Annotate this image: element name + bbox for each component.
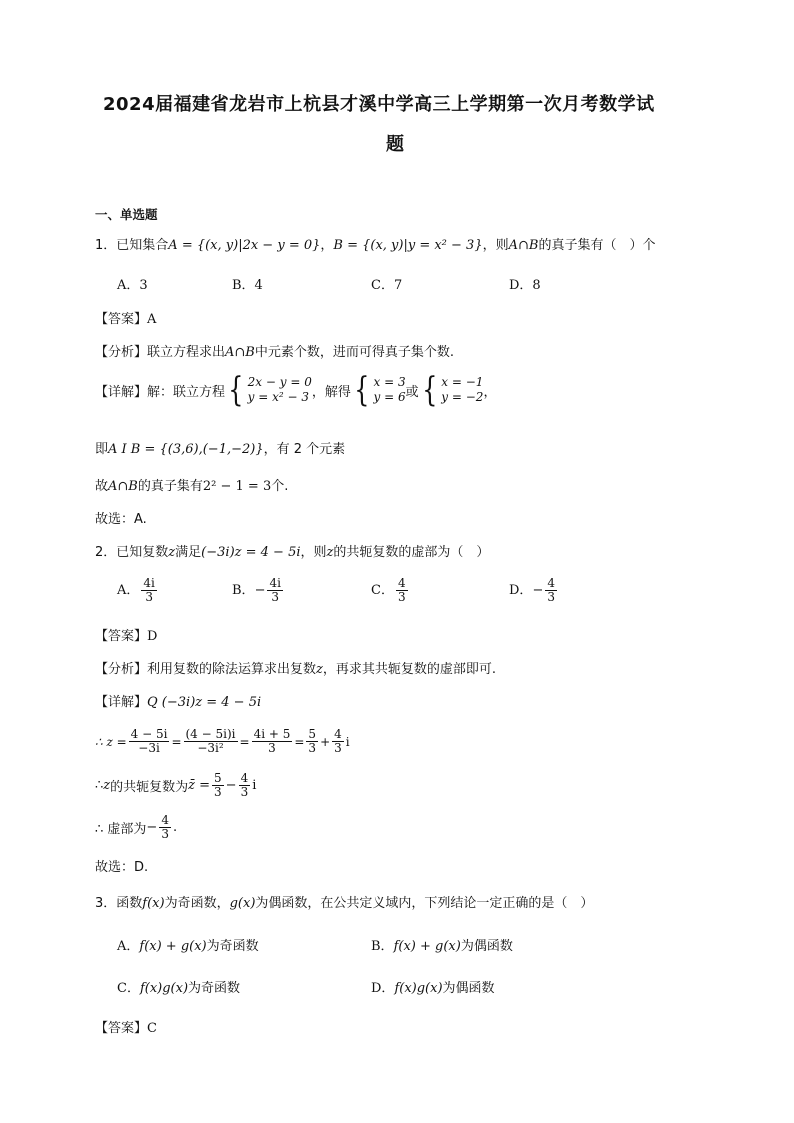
- option-sign: −: [254, 583, 266, 598]
- q2-option-d: [509, 577, 559, 604]
- q1-detail-line3: [95, 475, 288, 494]
- option-text: 为偶函数: [442, 981, 495, 996]
- question-text: ，则: [482, 238, 509, 253]
- numerator: 4: [547, 576, 555, 590]
- answer-value: C: [147, 1021, 157, 1036]
- set-a-formula: A = {(x, y)|2x − y = 0}: [168, 238, 321, 253]
- function-g: g(x): [229, 896, 256, 911]
- q2-option-c: [371, 577, 410, 604]
- question-number: 1．: [95, 238, 117, 253]
- q3-option-c: [117, 977, 240, 996]
- set-b-formula: B = {(x, y)|y = x² − 3}: [333, 238, 483, 253]
- denominator: 3: [268, 741, 276, 755]
- q2-conjugate: [95, 772, 256, 799]
- fraction: [239, 772, 251, 799]
- analysis-label: 【分析】: [95, 345, 148, 360]
- period: .: [172, 820, 178, 835]
- question-text: 为偶函数，在公共定义域内，下列结论一定正确的是（ ）: [255, 896, 594, 911]
- detail-label: 【详解】: [95, 695, 148, 710]
- q1-analysis: [95, 341, 454, 360]
- fraction: [129, 728, 170, 755]
- equals-sign: =: [239, 734, 250, 749]
- intersection-formula: A∩B: [225, 345, 255, 360]
- question-1-stem: [95, 234, 655, 253]
- plus-sign: +: [320, 734, 331, 749]
- option-label: C．: [371, 583, 394, 598]
- detail-text: 或: [405, 384, 419, 400]
- question-text: 为奇函数，: [164, 896, 230, 911]
- q1-option-d: D．8: [509, 278, 541, 293]
- question-text: 满足: [175, 545, 202, 560]
- document-title-line2: 题: [386, 134, 405, 155]
- fraction: [212, 772, 224, 799]
- option-text: 为奇函数: [188, 981, 241, 996]
- therefore-symbol: ∴: [95, 778, 104, 793]
- count-formula: 2² − 1 = 3: [202, 479, 272, 494]
- numerator: 4: [240, 771, 249, 785]
- choose-value: D.: [134, 860, 149, 875]
- question-number: 3．: [95, 896, 117, 911]
- detail-text: 的真子集有: [137, 479, 203, 494]
- q1-detail: [95, 370, 497, 410]
- equation: 2x − y = 0: [247, 375, 312, 389]
- fraction: [252, 728, 293, 755]
- denominator: 3: [547, 590, 555, 604]
- numerator: 4i: [269, 576, 281, 590]
- choose-label: 故选：: [95, 512, 135, 527]
- detail-text: ，有 2 个元素: [263, 442, 346, 457]
- q3-option-a: [117, 935, 259, 954]
- equals-sign: =: [171, 734, 182, 749]
- answer-label: 【答案】: [95, 629, 148, 644]
- numerator: 4i + 5: [253, 727, 291, 741]
- q1-option-b: B．4: [232, 278, 263, 293]
- equals-sign: =: [294, 734, 305, 749]
- equation: x = −1: [441, 375, 484, 389]
- variable-z: z: [326, 545, 334, 560]
- numerator: 5: [308, 727, 317, 741]
- document-title-line1: 2024届福建省龙岩市上杭县才溪中学高三上学期第一次月考数学试: [103, 94, 655, 115]
- numerator: 4: [334, 727, 342, 741]
- detail-label: 【详解】: [95, 384, 148, 400]
- option-expression: f(x) + g(x): [393, 939, 461, 954]
- detail-text: 即: [95, 442, 109, 457]
- analysis-text: ，再求其共轭复数的虚部即可.: [322, 662, 497, 677]
- choose-label: 故选：: [95, 860, 135, 875]
- section-heading: 一、单选题: [95, 207, 158, 222]
- question-text: 已知复数: [116, 545, 169, 560]
- detail-text: 的共轭复数为: [110, 780, 189, 795]
- question-number: 2．: [95, 545, 117, 560]
- fraction: [141, 577, 156, 604]
- detail-text: 解：联立方程: [147, 384, 226, 400]
- option-label: A．: [117, 583, 140, 598]
- answer-value: D: [147, 629, 158, 644]
- intersection-result: A I B = {(3,6),(−1,−2)}: [108, 442, 264, 457]
- q2-imaginary-part: [95, 814, 177, 841]
- numerator: 4: [161, 813, 169, 827]
- numerator: 4i: [143, 576, 155, 590]
- q1-answer: [95, 308, 156, 327]
- solution-system: { x = −1 y = −2: [421, 370, 484, 410]
- detail-text: ∴ 虚部为: [95, 822, 147, 837]
- detail-text: ，解得: [311, 384, 351, 400]
- denominator: 3: [240, 785, 249, 799]
- denominator: 3: [145, 590, 153, 604]
- separator: ，: [320, 238, 334, 253]
- analysis-text: 利用复数的除法运算求出复数: [147, 662, 317, 677]
- equation: y = 6: [373, 390, 406, 404]
- q2-analysis: [95, 658, 496, 677]
- q1-option-a: A．3: [117, 278, 148, 293]
- analysis-label: 【分析】: [95, 662, 148, 677]
- equation: y = −2: [441, 390, 484, 404]
- answer-label: 【答案】: [95, 312, 148, 327]
- option-text: 为偶函数: [460, 939, 513, 954]
- variable-z: z: [103, 778, 111, 793]
- denominator: −3i: [138, 741, 160, 755]
- intersection-formula: A∩B: [508, 238, 539, 253]
- q2-detail: [95, 691, 261, 710]
- choose-value: A.: [134, 512, 147, 527]
- denominator: 3: [334, 741, 342, 755]
- q2-option-b: [232, 577, 285, 604]
- analysis-text: 联立方程求出: [147, 345, 226, 360]
- calc-prefix: ∴ z =: [95, 734, 127, 749]
- fraction: [396, 577, 408, 604]
- equation: x = 3: [373, 375, 406, 389]
- option-label: A．: [117, 939, 140, 954]
- q1-detail-line2: [95, 438, 345, 457]
- equation: (−3i)z = 4 − 5i: [201, 545, 301, 560]
- q2-choose: [95, 856, 148, 875]
- option-label: B．: [232, 583, 255, 598]
- equation: y = x² − 3: [247, 390, 310, 404]
- denominator: 3: [214, 785, 222, 799]
- option-expression: f(x) + g(x): [139, 939, 207, 954]
- numerator: 4: [397, 576, 406, 590]
- option-label: C．: [117, 981, 140, 996]
- option-text: 为奇函数: [206, 939, 259, 954]
- detail-text: 故: [95, 479, 109, 494]
- answer-label: 【答案】: [95, 1021, 148, 1036]
- detail-text: ，: [483, 384, 497, 400]
- variable-z: z: [316, 662, 323, 677]
- question-text: ，则: [300, 545, 327, 560]
- equation-system: { 2x − y = 0 y = x² − 3: [228, 370, 312, 410]
- denominator: 3: [161, 827, 169, 841]
- denominator: 3: [271, 590, 280, 604]
- fraction: [184, 728, 238, 755]
- intersection-formula: A∩B: [108, 479, 138, 494]
- equation: Q (−3i)z = 4 − 5i: [147, 695, 262, 710]
- option-label: D．: [371, 981, 395, 996]
- q1-choose: [95, 508, 147, 527]
- q3-option-b: [371, 935, 513, 954]
- fraction: [306, 728, 318, 755]
- denominator: 3: [308, 741, 317, 755]
- option-label: D．: [509, 583, 533, 598]
- q2-answer: [95, 625, 157, 644]
- fraction: [332, 728, 344, 755]
- function-f: f(x): [142, 896, 165, 911]
- option-sign: −: [532, 583, 544, 598]
- option-expression: f(x)g(x): [394, 981, 443, 996]
- minus-sign: −: [225, 778, 237, 793]
- solution-system: { x = 3 y = 6: [354, 370, 406, 410]
- imaginary-unit: i: [252, 778, 257, 793]
- analysis-text: 中元素个数，进而可得真子集个数.: [254, 345, 455, 360]
- q2-option-a: [117, 577, 159, 604]
- q3-answer: [95, 1017, 157, 1036]
- option-label: B．: [371, 939, 394, 954]
- numerator: 5: [214, 771, 222, 785]
- fraction: [545, 577, 557, 604]
- conjugate-symbol: z̄ =: [188, 778, 211, 793]
- question-text: 已知集合: [116, 238, 169, 253]
- option-expression: f(x)g(x): [139, 981, 189, 996]
- minus-sign: −: [146, 820, 158, 835]
- imaginary-unit: i: [345, 734, 350, 749]
- q1-option-c: C．7: [371, 278, 403, 293]
- q2-calculation: [95, 728, 350, 755]
- numerator: (4 − 5i)i: [185, 727, 236, 741]
- question-text: 的真子集有（ ）个: [538, 238, 656, 253]
- fraction: [159, 814, 171, 841]
- detail-text: 个.: [271, 479, 289, 494]
- question-text: 的共轭复数的虚部为（ ）: [333, 545, 490, 560]
- question-3-stem: [95, 892, 593, 911]
- denominator: −3i²: [197, 741, 224, 755]
- q3-option-d: [371, 977, 495, 996]
- answer-value: A: [147, 312, 157, 327]
- question-text: 函数: [116, 896, 143, 911]
- question-2-stem: [95, 541, 489, 560]
- variable-z: z: [168, 545, 176, 560]
- denominator: 3: [397, 590, 406, 604]
- fraction: [267, 577, 282, 604]
- numerator: 4 − 5i: [130, 727, 168, 741]
